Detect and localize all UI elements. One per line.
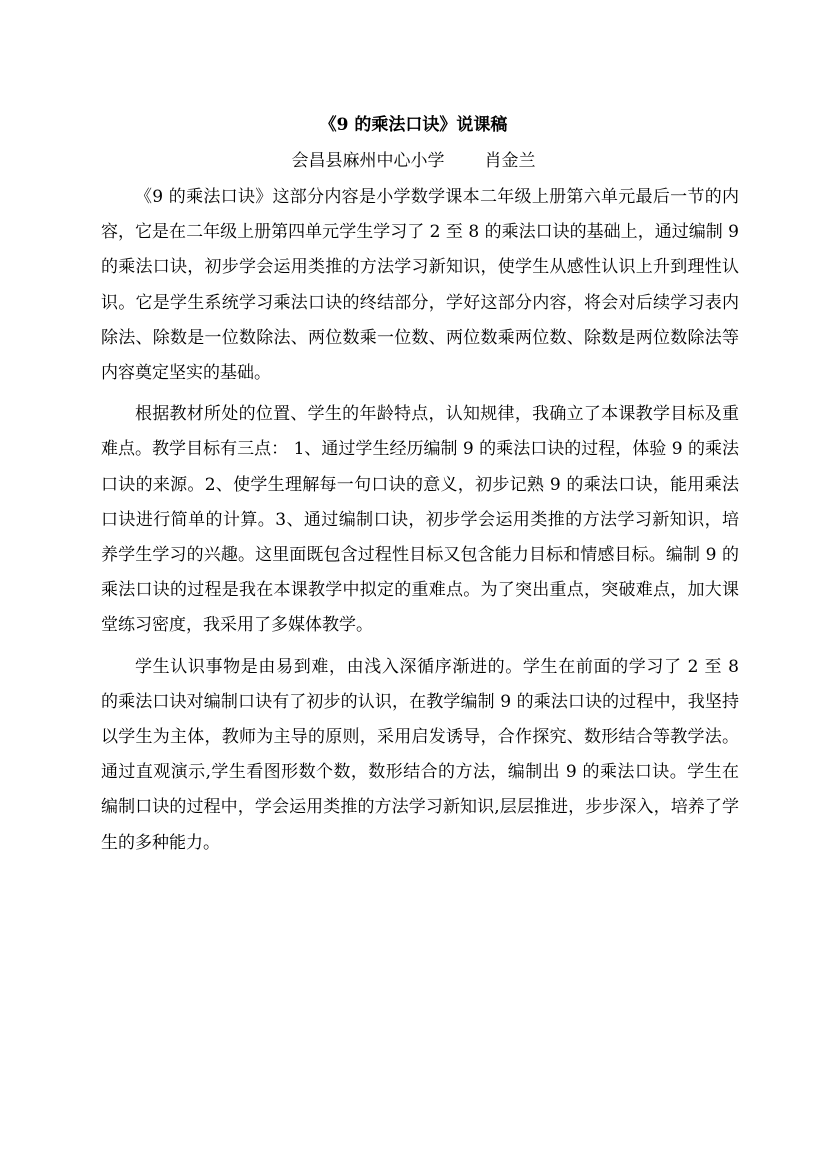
document-body — [101, 180, 739, 861]
paragraph-intro: 《9 的乘法口诀》这部分内容是小学数学课本二年级上册第六单元最后一节的内容，它是在二年级上册第四单元学生学习了 2 至 8 的乘法口诀的基础上，通过编制 9 的乘法口诀，初步学会运用类推的方法学习新知识，使学生从感性认识上升到理性认识。它是学生系统学习乘法口诀的终结部分，学好这部分内容，将会对后续学习表内除法、除数是一位数除法、两位数乘一位数、两位数乘两位数、除数是两位数除法等内容奠定坚实的基础。 — [101, 187, 739, 384]
author-line — [0, 145, 827, 177]
paragraph-methods: 学生认识事物是由易到难，由浅入深循序渐进的。学生在前面的学习了 2 至 8 的乘法口诀对编制口诀有了初步的认识，在教学编制 9 的乘法口诀的过程中，我坚持以学生为主体，教师为主导的原则，采用启发诱导，合作探究、数形结合等教学法。通过直观演示,学生看图形数个数，数形结合的方法，编制出 9 的乘法口诀。学生在编制口诀的过程中，学会运用类推的方法学习新知识,层层推进，步步深入，培养了学生的多种能力。 — [101, 656, 739, 853]
document-title: 《9 的乘法口诀》说课稿 — [319, 115, 508, 135]
author-name: 肖金兰 — [484, 151, 536, 171]
school-name: 会昌县麻州中心小学 — [291, 151, 445, 171]
paragraph-objectives: 根据教材所处的位置、学生的年龄特点，认知规律，我确立了本课教学目标及重难点。教学目标有三点： 1、通过学生经历编制 9 的乘法口诀的过程，体验 9 的乘法口诀的来源。2、使学生理解每一句口诀的意义，初步记熟 9 的乘法口诀，能用乘法口诀进行简单的计算。3、通过编制口诀，初步学会运用类推的方法学习新知识，培养学生学习的兴趣。这里面既包含过程性目标又包含能力目标和情感目标。编制 9 的乘法口诀的过程是我在本课教学中拟定的重难点。为了突出重点，突破难点，加大课堂练习密度，我采用了多媒体教学。 — [101, 404, 739, 636]
